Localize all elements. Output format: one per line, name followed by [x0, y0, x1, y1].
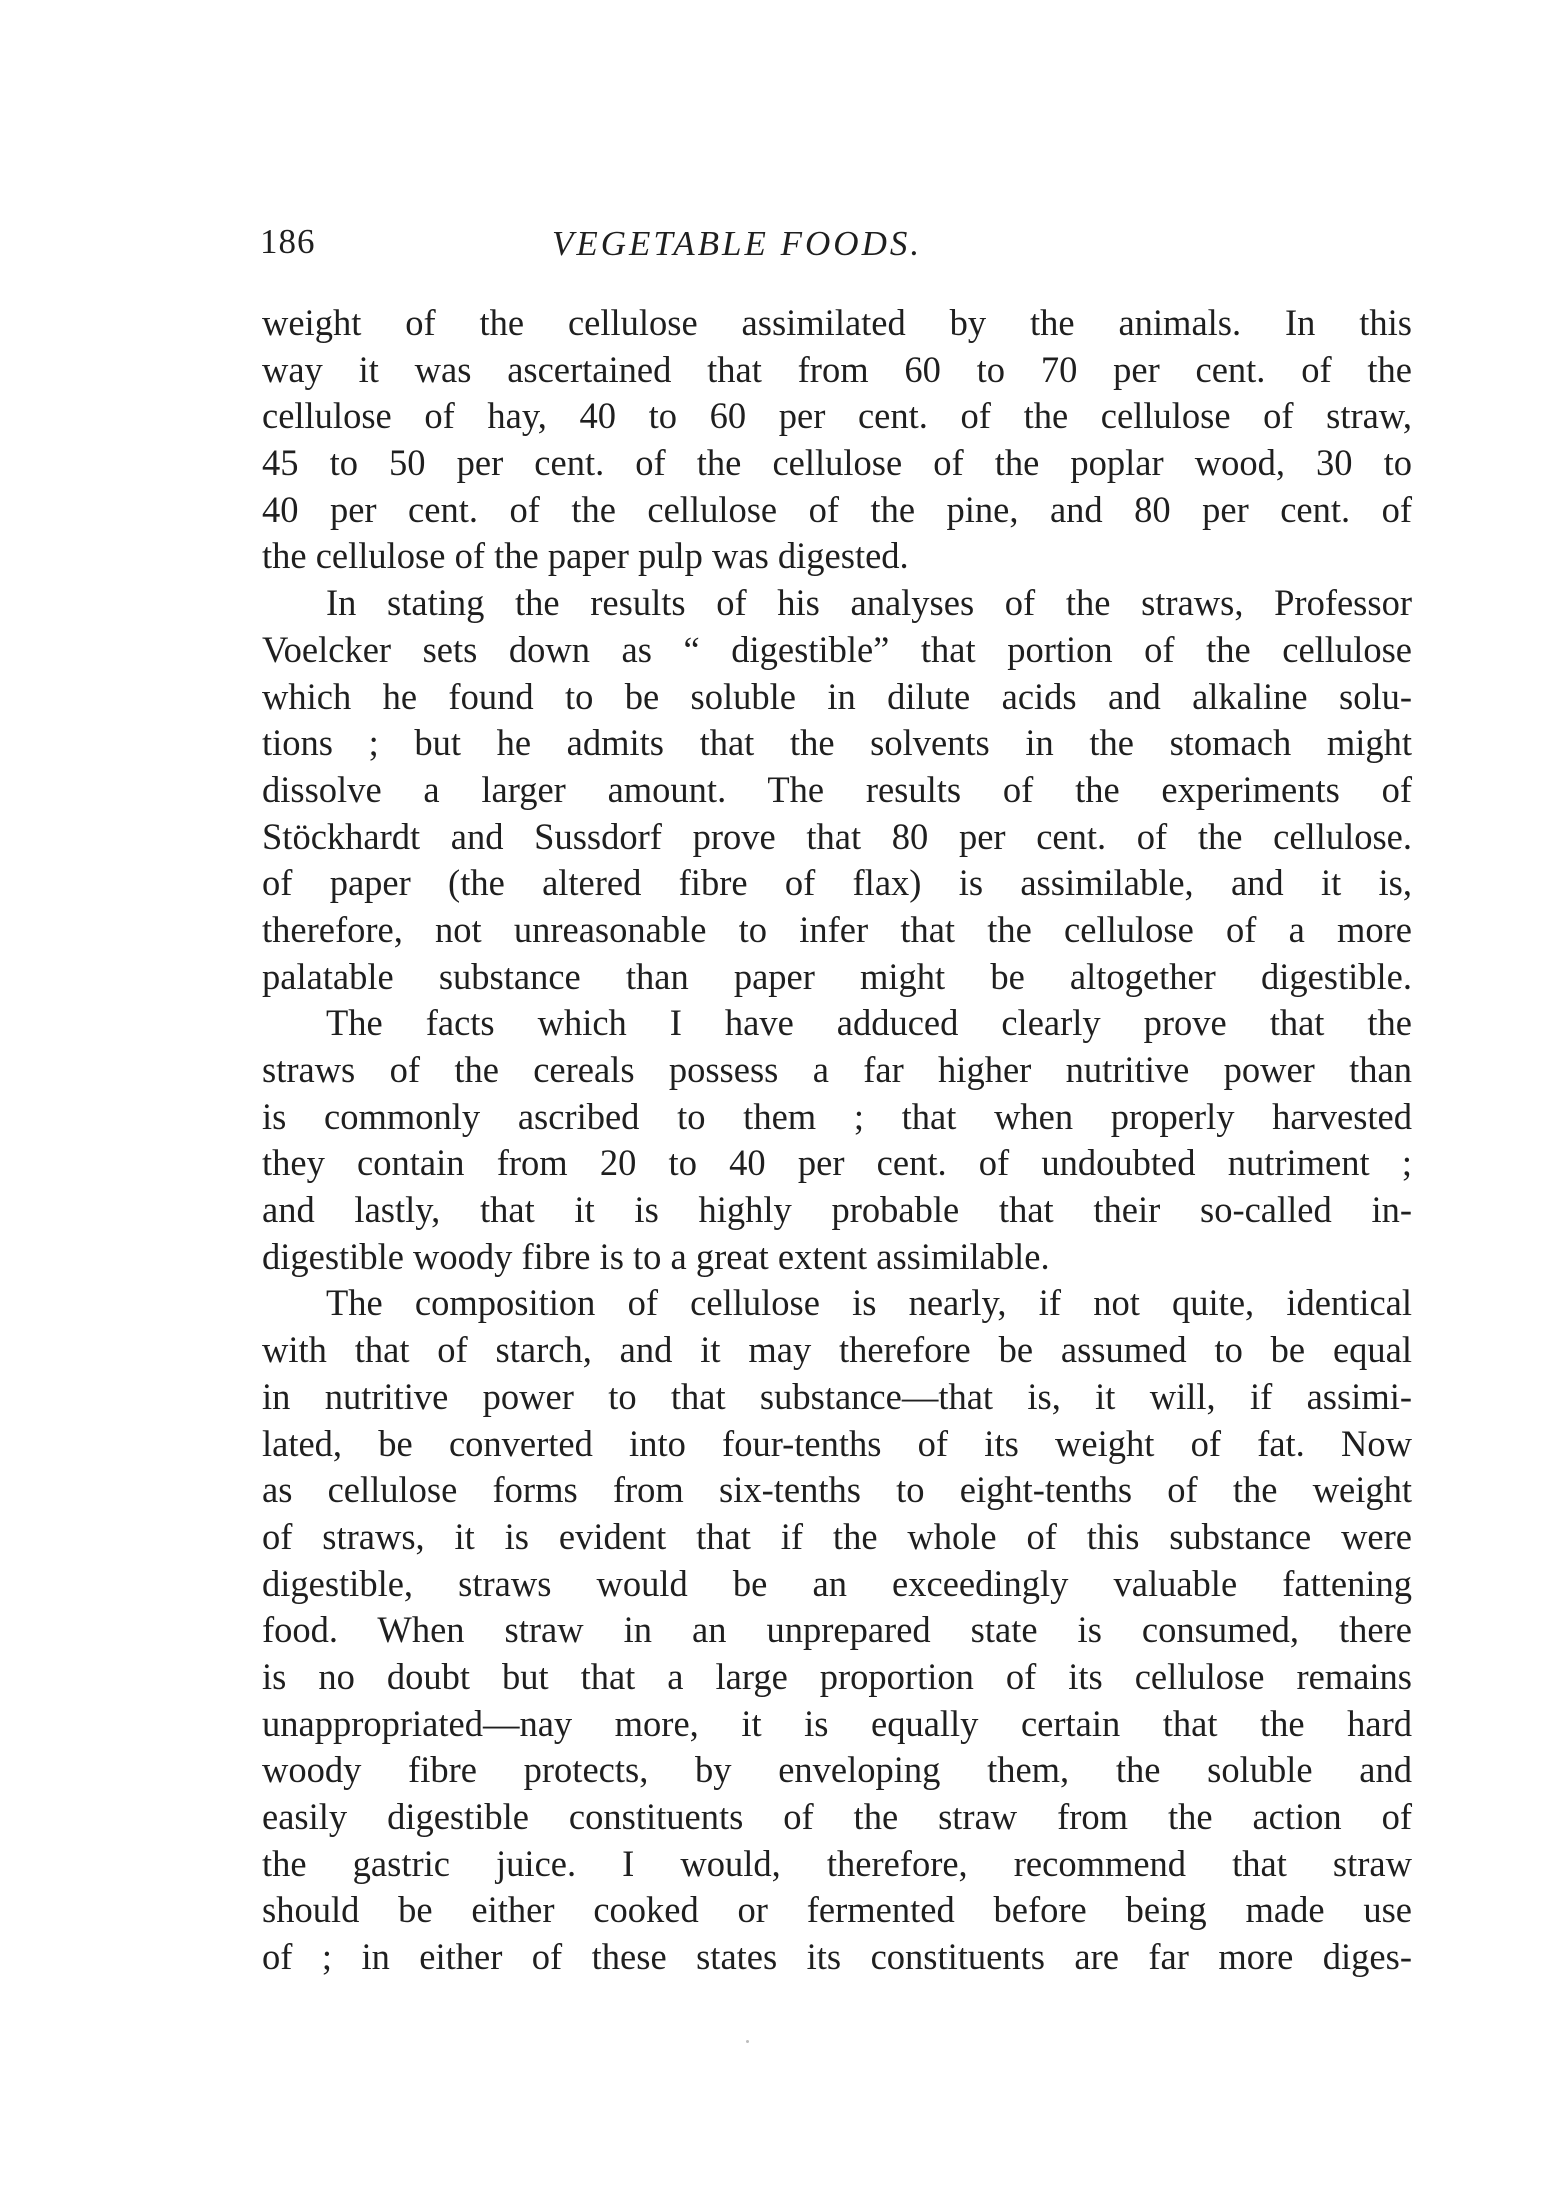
text-line: and lastly, that it is highly probable that their so-called in-: [262, 1189, 1412, 1231]
text-line: woody fibre protects, by enveloping them, the soluble and: [262, 1749, 1412, 1791]
text-line: way it was ascertained that from 60 to 70 per cent. of the: [262, 348, 1412, 390]
text-line: Voelcker sets down as “ digestible” that portion of the cellulose: [262, 628, 1412, 670]
text-line: of paper (the altered fibre of flax) is assimilable, and it is,: [262, 862, 1412, 904]
text-line: weight of the cellulose assimilated by the animals. In this: [262, 302, 1412, 343]
text-line: therefore, not unreasonable to infer that the cellulose of a more: [262, 908, 1412, 950]
text-line: they contain from 20 to 40 per cent. of undoubted nutriment ;: [262, 1142, 1412, 1184]
text-line: of ; in either of these states its constituents are far more diges-: [262, 1936, 1412, 1978]
text-line: should be either cooked or fermented before being made use: [262, 1889, 1412, 1931]
print-speck: [746, 2040, 749, 2043]
text-line: 40 per cent. of the cellulose of the pine, and 80 per cent. of: [262, 488, 1412, 530]
text-line: palatable substance than paper might be altogether digestible.: [262, 955, 1412, 997]
text-line: the cellulose of the paper pulp was digested.: [262, 535, 909, 577]
text-line: lated, be converted into four-tenths of its weight of fat. Now: [262, 1422, 1412, 1464]
text-line: which he found to be soluble in dilute acids and alkaline solu-: [262, 675, 1412, 717]
text-line: dissolve a larger amount. The results of the experiments of: [262, 768, 1412, 810]
text-line: The composition of cellulose is nearly, if not quite, identical: [326, 1282, 1412, 1324]
page-number: 186: [260, 222, 316, 261]
text-line: The facts which I have adduced clearly prove that the: [326, 1002, 1412, 1044]
text-line: of straws, it is evident that if the whole of this substance were: [262, 1515, 1412, 1557]
text-line: as cellulose forms from six-tenths to eight-tenths of the weight: [262, 1469, 1412, 1511]
text-line: In stating the results of his analyses of the straws, Professor: [326, 582, 1412, 624]
text-line: cellulose of hay, 40 to 60 per cent. of the cellulose of straw,: [262, 395, 1412, 437]
running-title: VEGETABLE FOODS.: [552, 224, 923, 263]
text-line: tions ; but he admits that the solvents in the stomach might: [262, 722, 1412, 764]
text-line: food. When straw in an unprepared state is consumed, there: [262, 1609, 1412, 1651]
text-line: 45 to 50 per cent. of the cellulose of the poplar wood, 30 to: [262, 442, 1412, 484]
text-line: the gastric juice. I would, therefore, recommend that straw: [262, 1842, 1412, 1884]
text-line: digestible, straws would be an exceedingly valuable fattening: [262, 1562, 1412, 1604]
text-line: Stöckhardt and Sussdorf prove that 80 per cent. of the cellulose.: [262, 815, 1412, 857]
page-header: [260, 222, 1410, 272]
text-line: unappropriated—nay more, it is equally certain that the hard: [262, 1702, 1412, 1744]
text-line: is no doubt but that a large proportion of its cellulose remains: [262, 1655, 1412, 1697]
text-line: straws of the cereals possess a far higher nutritive power than: [262, 1049, 1412, 1090]
text-line: easily digestible constituents of the straw from the action of: [262, 1796, 1412, 1837]
body-text: [262, 300, 1412, 1981]
text-line: in nutritive power to that substance—that is, it will, if assimi-: [262, 1375, 1412, 1417]
text-line: digestible woody fibre is to a great extent assimilable.: [262, 1235, 1050, 1277]
text-line: with that of starch, and it may therefore be assumed to be equal: [262, 1329, 1412, 1371]
text-line: is commonly ascribed to them ; that when properly harvested: [262, 1095, 1412, 1137]
